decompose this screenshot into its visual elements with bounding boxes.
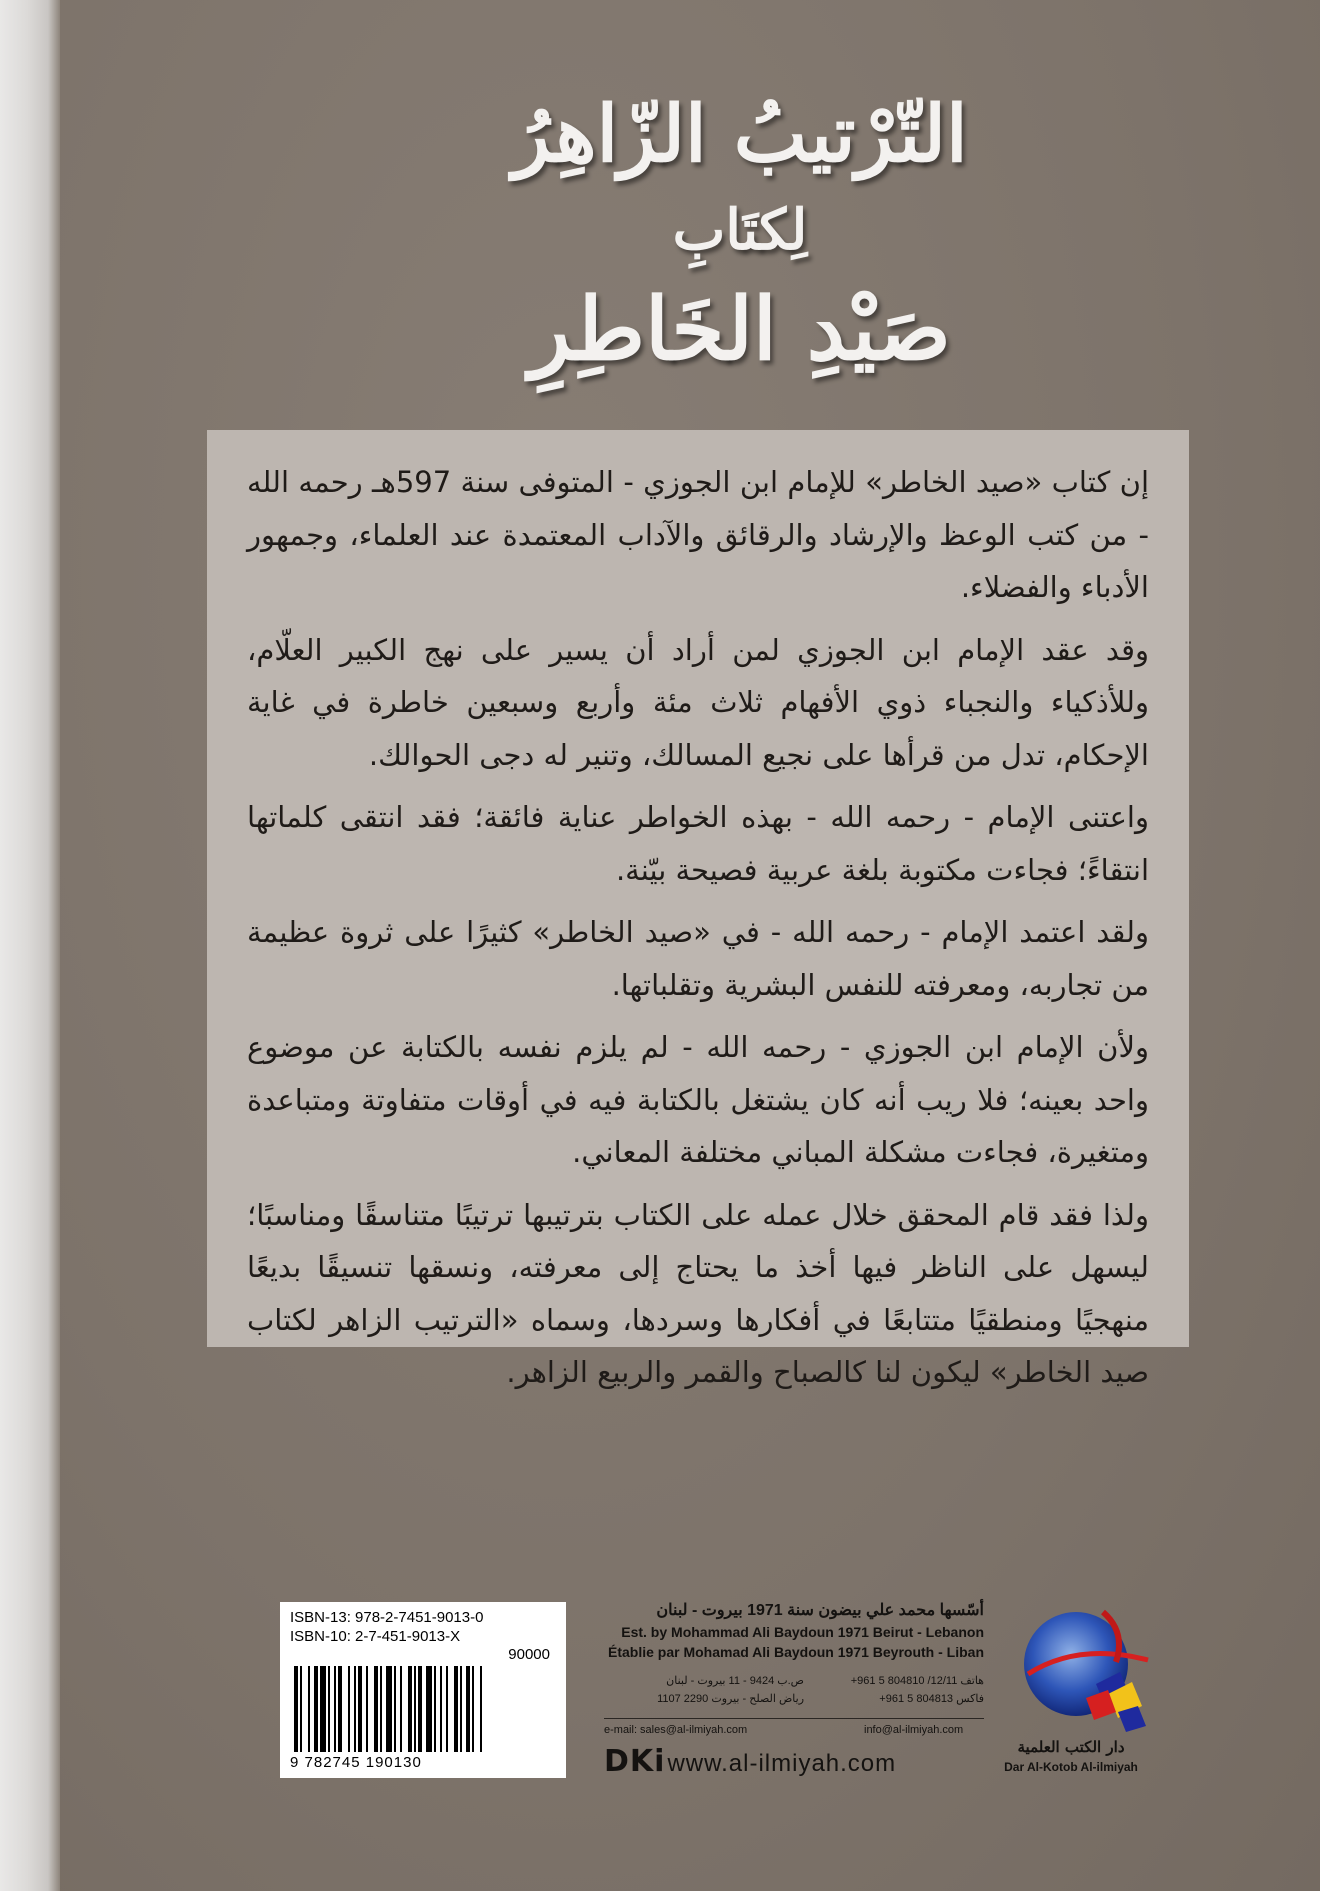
publisher-website (604, 1744, 896, 1779)
barcode-bar (294, 1666, 298, 1752)
publisher-pobox: ص.ب 9424 - 11 بيروت - لبنان (666, 1675, 804, 1687)
title-line-1: التّرْتيبُ الزّاهِرُ (512, 89, 968, 180)
barcode-bar (380, 1666, 382, 1752)
barcode-bar (338, 1666, 342, 1752)
barcode-bar (314, 1666, 318, 1752)
barcode-bar (426, 1666, 432, 1752)
isbn-10: ISBN-10: 2-7-451-9013-X (290, 1628, 461, 1645)
barcode-bar (454, 1666, 458, 1752)
blurb-paragraph: إن كتاب «صيد الخاطر» للإمام ابن الجوزي - المتوفى سنة 597هـ رحمه الله - من كتب الوعظ والإرشاد والرقائق والآداب المعتمدة عند العلماء، وجمهور الأدباء والفضلاء. (247, 465, 1149, 604)
barcode-icon (290, 1666, 556, 1754)
barcode-bar (400, 1666, 402, 1752)
barcode-bar (320, 1666, 326, 1752)
barcode-bar (328, 1666, 330, 1752)
barcode-bar (460, 1666, 462, 1752)
publisher-name-en: Dar Al-Kotob Al-ilmiyah (1004, 1760, 1138, 1774)
publisher-globe-logo-icon (1008, 1602, 1158, 1742)
barcode-bar (466, 1666, 470, 1752)
barcode-bar (446, 1666, 448, 1752)
barcode-bar (366, 1666, 368, 1752)
price-addon-code: 90000 (508, 1646, 550, 1663)
isbn-13: ISBN-13: 978-2-7451-9013-0 (290, 1609, 484, 1626)
book-title (420, 80, 1060, 420)
barcode-bar (434, 1666, 436, 1752)
blurb-paragraph: ولأن الإمام ابن الجوزي - رحمه الله - لم يلزم نفسه بالكتابة عن موضوع واحد بعينه؛ فلا ريب أنه كان يشتغل بالكتابة فيه في أوقات متفاوتة ومتباعدة ومتغيرة، فجاءت مشكلة المباني مختلفة المعاني. (247, 1030, 1149, 1169)
barcode-bar (418, 1666, 422, 1752)
publisher-phone: هاتف 12/11/ 804810 5 961+ (850, 1675, 984, 1687)
publisher-fax: فاكس 804813 5 961+ (879, 1693, 984, 1705)
publisher-address (604, 1672, 804, 1708)
blurb-panel (207, 430, 1189, 1389)
publisher-street: رياض الصلح - بيروت 2290 1107 (657, 1693, 804, 1705)
blurb-paragraph: وقد عقد الإمام ابن الجوزي لمن أراد أن يسير على نهج الكبير العلّام، وللأذكياء والنجباء ذوي الأفهام ثلاث مئة وأربع وسبعين خاطرة في غاية الإحكام، تدل من قرأها على نجيع المسالك، وتنير له دجى الحوالك. (247, 632, 1149, 772)
barcode-bar (308, 1666, 310, 1752)
blurb-paragraph: ولقد اعتمد الإمام - رحمه الله - في «صيد الخاطر» كثيرًا على ثروة عظيمة من تجاربه، ومعرفته للنفس البشرية وتقلباتها. (247, 915, 1149, 1002)
publisher-info-email: info@al-ilmiyah.com (864, 1724, 964, 1736)
isbn-barcode-box (280, 1602, 566, 1778)
barcode-bar (480, 1666, 482, 1752)
barcode-bar (440, 1666, 442, 1752)
barcode-bar (300, 1666, 302, 1752)
title-line-3: صَيْدِ الخَاطِرِ (529, 279, 951, 380)
barcode-digits: 9 782745 190130 (290, 1754, 422, 1771)
publisher-established-fr: Établie par Mohamad Ali Baydoun 1971 Beyrouth - Liban (608, 1644, 984, 1660)
blurb-paragraph: ولذا فقد قام المحقق خلال عمله على الكتاب بترتيبها ترتيبًا متناسقًا ومناسبًا؛ ليسهل على الناظر فيها أخذ ما يحتاج إلى معرفته، ونسقها تنسيقًا بديعًا منهجيًا ومنطقيًا متتابعًا في أفكارها وسردها، وسماه «الترتيب الزاهر لكتاب صيد الخاطر» ليكون لنا كالصباح والقمر والربيع الزاهر. (247, 1197, 1149, 1389)
barcode-bar (414, 1666, 416, 1752)
publisher-name-ar: دار الكتب العلمية (1017, 1738, 1125, 1756)
barcode-bar (348, 1666, 350, 1752)
barcode-bar (354, 1666, 356, 1752)
publisher-established-ar: أسّسها محمد علي بيضون سنة 1971 بيروت - لبنان (656, 1602, 984, 1619)
barcode-bar (472, 1666, 474, 1752)
barcode-bar (358, 1666, 362, 1752)
barcode-bar (334, 1666, 336, 1752)
book-spine (0, 0, 60, 1891)
publisher-email: e-mail: sales@al-ilmiyah.com (604, 1724, 748, 1736)
publisher-phones (814, 1672, 984, 1708)
website-url: www.al-ilmiyah.com (667, 1750, 897, 1777)
dki-logo: DKi (604, 1744, 666, 1779)
barcode-bar (386, 1666, 392, 1752)
divider (604, 1718, 984, 1719)
publisher-block (604, 1600, 1144, 1790)
publisher-established-en: Est. by Mohammad Ali Baydoun 1971 Beirut - Lebanon (621, 1624, 984, 1640)
blurb-paragraph: واعتنى الإمام - رحمه الله - بهذه الخواطر عناية فائقة؛ فقد انتقى كلماتها انتقاءً؛ فجاءت مكتوبة بلغة عربية فصيحة بيّنة. (247, 800, 1149, 887)
barcode-bar (394, 1666, 396, 1752)
barcode-bar (374, 1666, 378, 1752)
barcode-bar (408, 1666, 412, 1752)
title-line-2: لِكتَابِ (672, 197, 808, 263)
